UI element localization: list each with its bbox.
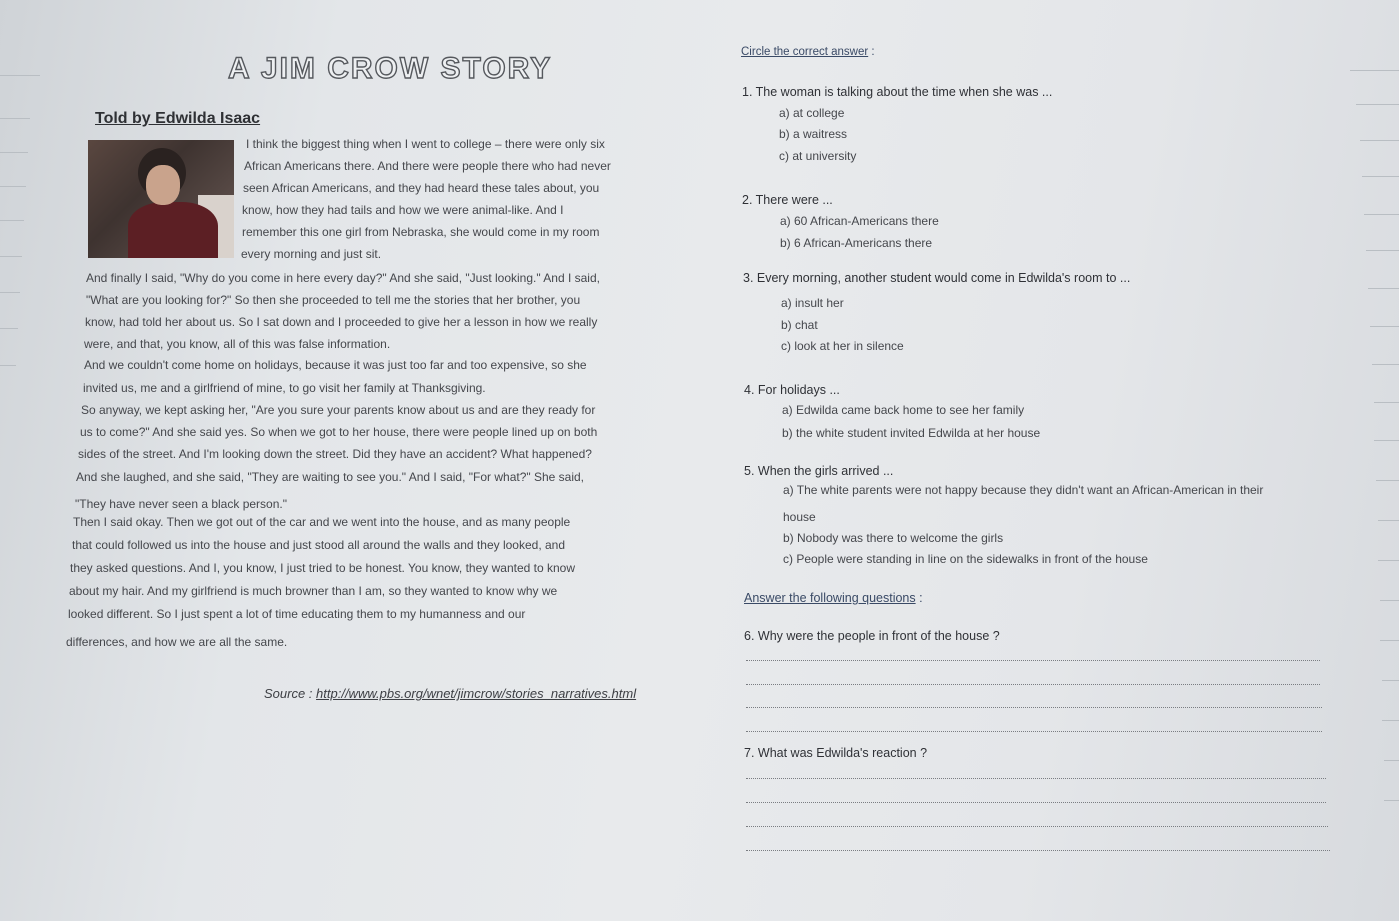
question-5: 5. When the girls arrived ... <box>744 464 894 478</box>
story-line: And finally I said, "Why do you come in here every day?" And she said, "Just looking." And I said, <box>86 271 600 285</box>
option-3c[interactable]: c) look at her in silence <box>781 339 904 353</box>
portrait-photo <box>88 140 234 258</box>
option-5a[interactable]: a) The white parents were not happy because they didn't want an African-American in their <box>783 483 1264 497</box>
question-4: 4. For holidays ... <box>744 383 840 397</box>
source-link[interactable]: http://www.pbs.org/wnet/jimcrow/stories_narratives.html <box>316 686 637 701</box>
circle-heading <box>741 46 875 58</box>
answer-line[interactable] <box>746 850 1330 851</box>
option-2b[interactable]: b) 6 African-Americans there <box>780 236 933 250</box>
story-line: every morning and just sit. <box>241 247 382 261</box>
answer-line[interactable] <box>746 802 1326 803</box>
story-line: they asked questions. And I, you know, I just tried to be honest. You know, they wanted to know <box>70 561 575 575</box>
answer-line[interactable] <box>746 778 1326 779</box>
story-line: us to come?" And she said yes. So when we got to her house, there were people lined up on both <box>80 425 598 439</box>
option-5b[interactable]: b) Nobody was there to welcome the girls <box>783 531 1004 545</box>
worksheet-title: A JIM CROW STORY <box>228 52 553 85</box>
answer-line[interactable] <box>746 660 1320 661</box>
option-3a[interactable]: a) insult her <box>781 296 844 310</box>
answer-line[interactable] <box>746 684 1320 685</box>
option-4a[interactable]: a) Edwilda came back home to see her family <box>782 403 1025 417</box>
story-line: And she laughed, and she said, "They are waiting to see you." And I said, "For what?" She said, <box>76 470 585 484</box>
answer-heading <box>744 591 923 605</box>
story-line: seen African Americans, and they had heard these tales about, you <box>243 181 600 195</box>
question-3: 3. Every morning, another student would come in Edwilda's room to ... <box>743 271 1131 285</box>
option-1b[interactable]: b) a waitress <box>779 127 848 141</box>
story-author: Told by Edwilda Isaac <box>95 110 261 127</box>
story-line: invited us, me and a girlfriend of mine, to go visit her family at Thanksgiving. <box>83 381 486 395</box>
question-6: 6. Why were the people in front of the house ? <box>744 629 1000 643</box>
story-line: I think the biggest thing when I went to college – there were only six <box>246 137 605 151</box>
story-line: "They have never seen a black person." <box>75 497 287 511</box>
answer-heading-colon: : <box>915 591 923 605</box>
story-line: And we couldn't come home on holidays, because it was just too far and too expensive, so she <box>84 358 587 372</box>
answer-line[interactable] <box>746 826 1328 827</box>
circle-heading-text: Circle the correct answer <box>741 46 869 58</box>
story-line: "What are you looking for?" So then she proceeded to tell me the stories that her brother, you <box>86 293 581 307</box>
story-line: were, and that, you know, all of this was false information. <box>84 337 391 351</box>
option-5c[interactable]: c) People were standing in line on the sidewalks in front of the house <box>783 552 1148 566</box>
circle-heading-colon: : <box>868 46 875 58</box>
answer-heading-text: Answer the following questions <box>744 591 916 605</box>
option-2a[interactable]: a) 60 African-Americans there <box>780 214 939 228</box>
story-line: sides of the street. And I'm looking down the street. Did they have an accident? What happened? <box>78 447 592 461</box>
answer-line[interactable] <box>746 707 1322 708</box>
story-line: know, how they had tails and how we were animal-like. And I <box>242 203 564 217</box>
story-line: Then I said okay. Then we got out of the car and we went into the house, and as many people <box>73 515 571 529</box>
story-line: remember this one girl from Nebraska, she would come in my room <box>242 225 600 239</box>
story-line: So anyway, we kept asking her, "Are you sure your parents know about us and are they ready for <box>81 403 596 417</box>
source-citation <box>264 686 636 701</box>
question-2: 2. There were ... <box>742 193 833 207</box>
story-line: know, had told her about us. So I sat down and I proceeded to give her a lesson in how we really <box>85 315 598 329</box>
question-7: 7. What was Edwilda's reaction ? <box>744 746 928 760</box>
story-line: looked different. So I just spent a lot of time educating them to my humanness and our <box>68 607 526 621</box>
source-label: Source : <box>264 686 317 701</box>
option-1c[interactable]: c) at university <box>779 149 857 163</box>
option-4b[interactable]: b) the white student invited Edwilda at her house <box>782 426 1041 440</box>
story-line: that could followed us into the house and just stood all around the walls and they looked, and <box>72 538 566 552</box>
option-5a-continued: house <box>783 510 816 524</box>
option-1a[interactable]: a) at college <box>779 106 845 120</box>
story-line: about my hair. And my girlfriend is much browner than I am, so they wanted to know why we <box>69 584 558 598</box>
story-line: differences, and how we are all the same. <box>66 635 288 649</box>
question-1: 1. The woman is talking about the time when she was ... <box>742 85 1053 99</box>
story-line: African Americans there. And there were people there who had never <box>244 159 611 173</box>
option-3b[interactable]: b) chat <box>781 318 818 332</box>
answer-line[interactable] <box>746 731 1322 732</box>
